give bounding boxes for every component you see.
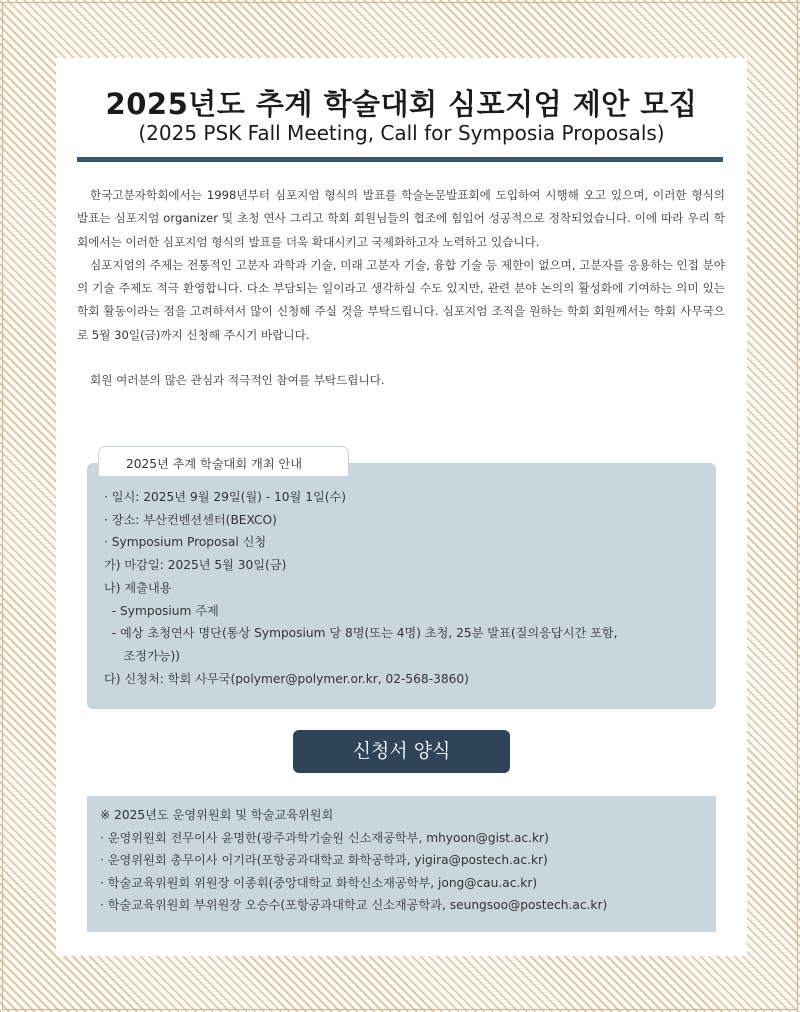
title-divider [77,157,723,162]
notice-sheet [56,58,747,956]
intro-paragraph-1: 한국고분자학회에서는 1998년부터 심포지엄 형식의 발표를 학술논문발표회에 도입하여 시행해 오고 있으며, 이러한 형식의 발표는 심포지엄 organizer 및 초청 연사 그리고 학회 회원님들의 협조에 힘입어 성공적으로 정착되었습니다. 이에 따라 우리 학회에서는 이러한 심포지엄 형식의 발표를 더욱 확대시키고 국제화하고자 노력하고 있습니다. [77,188,725,249]
committee-list [100,804,710,917]
info-proposal-heading: · Symposium Proposal 신청 [104,535,267,550]
meeting-info-tab: 2025년 추계 학술대회 개최 안내 [98,446,349,476]
committee-member: · 운영위원회 총무이사 이기라(포항공과대학교 화학공학과, yigira@postech.ac.kr) [100,853,548,868]
application-form-button[interactable]: 신청서 양식 [293,730,510,773]
committee-heading: ※ 2025년도 운영위원회 및 학술교육위원회 [100,808,334,822]
intro-text [77,184,725,392]
intro-paragraph-2: 심포지엄의 주제는 전통적인 고분자 과학과 기술, 미래 고분자 기술, 융합 기술 등 제한이 없으며, 고분자를 응용하는 인접 분야의 기술 주제도 적극 환영합니다. 다소 부담되는 일이라고 생각하실 수도 있지만, 관련 분야 논의의 활성화에 기여하는 의미 있는 학회 활동이라는 점을 고려하셔서 많이 신청해 주실 것을 부탁드립니다. 심포지엄 조직을 원하는 학회 회원께서는 학회 사무국으로 5월 30일(금)까지 신청해 주시기 바랍니다. [77,257,725,342]
meeting-info-list [104,486,704,690]
closing-paragraph: 회원 여러분의 많은 관심과 적극적인 참여를 부탁드립니다. [90,373,385,388]
info-submission-topic: - Symposium 주제 [104,603,219,618]
info-venue: · 장소: 부산컨벤션센터(BEXCO) [104,512,277,527]
committee-member: · 운영위원회 전무이사 윤명한(광주과학기술원 신소재공학부, mhyoon@gist.ac.kr) [100,830,549,845]
page-subtitle: (2025 PSK Fall Meeting, Call for Symposia Proposals) [138,121,665,145]
page-title: 2025년도 추계 학술대회 심포지엄 제안 모집 [105,87,698,121]
info-date: · 일시: 2025년 9월 29일(월) - 10월 1일(수) [104,490,347,504]
committee-member: · 학술교육위원회 부위원장 오승수(포항공과대학교 신소재공학과, seungsoo@postech.ac.kr) [100,898,608,913]
info-submission-heading: 나) 제출내용 [104,580,172,595]
info-submission-speakers: - 예상 초청연사 명단(통상 Symposium 당 8명(또는 4명) 초청, 25분 발표(질의응답시간 포함, [104,626,618,641]
info-contact: 다) 신청처: 학회 사무국(polymer@polymer.or.kr, 02-568-3860) [104,671,469,686]
committee-member: · 학술교육위원회 위원장 이종휘(중앙대학교 화학신소재공학부, jong@cau.ac.kr) [100,875,538,890]
info-submission-speakers-cont: 조정가능)) [104,648,180,663]
info-deadline: 가) 마감일: 2025년 5월 30일(금) [104,558,287,573]
